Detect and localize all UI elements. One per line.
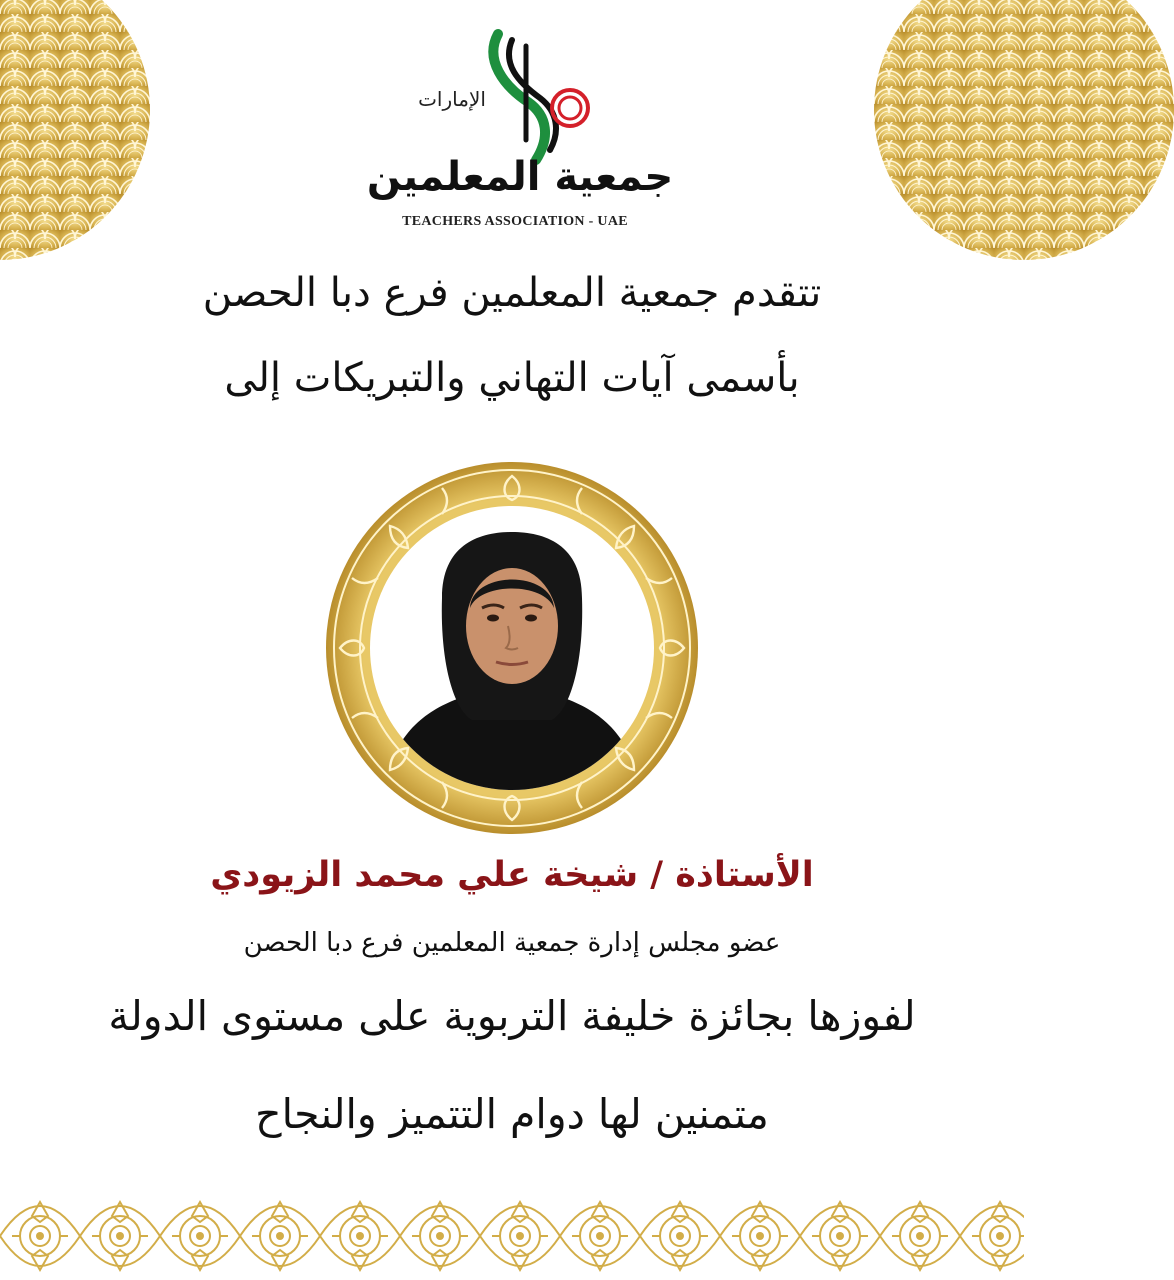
arabesque-border-icon — [0, 1192, 1024, 1280]
teachers-association-logo — [366, 20, 674, 240]
message-line-1: لفوزها بجائزة خليفة التربوية على مستوى الدولة — [108, 992, 916, 1040]
heading-line-2: بأسمى آيات التهاني والتبريكات إلى — [224, 355, 800, 401]
gold-scale-pattern-icon — [874, 0, 1174, 260]
honoree-name: الأستاذة / شيخة علي محمد الزيودي — [210, 855, 814, 895]
uae-flag-swoosh-icon — [493, 34, 588, 160]
message-line-2: متمنين لها دوام التتميز والنجاح — [255, 1090, 769, 1138]
gold-scale-pattern-icon — [0, 0, 150, 260]
logo-arabic-main: جمعية المعلمين — [366, 154, 674, 200]
heading-line-1: تتقدم جمعية المعلمين فرع دبا الحصن — [202, 270, 822, 316]
logo-english-caption: TEACHERS ASSOCIATION - UAE — [402, 214, 628, 229]
logo-arabic-small: الإمارات — [418, 87, 486, 111]
honoree-role: عضو مجلس إدارة جمعية المعلمين فرع دبا الحصن — [243, 928, 781, 958]
portrait-frame — [322, 458, 702, 838]
